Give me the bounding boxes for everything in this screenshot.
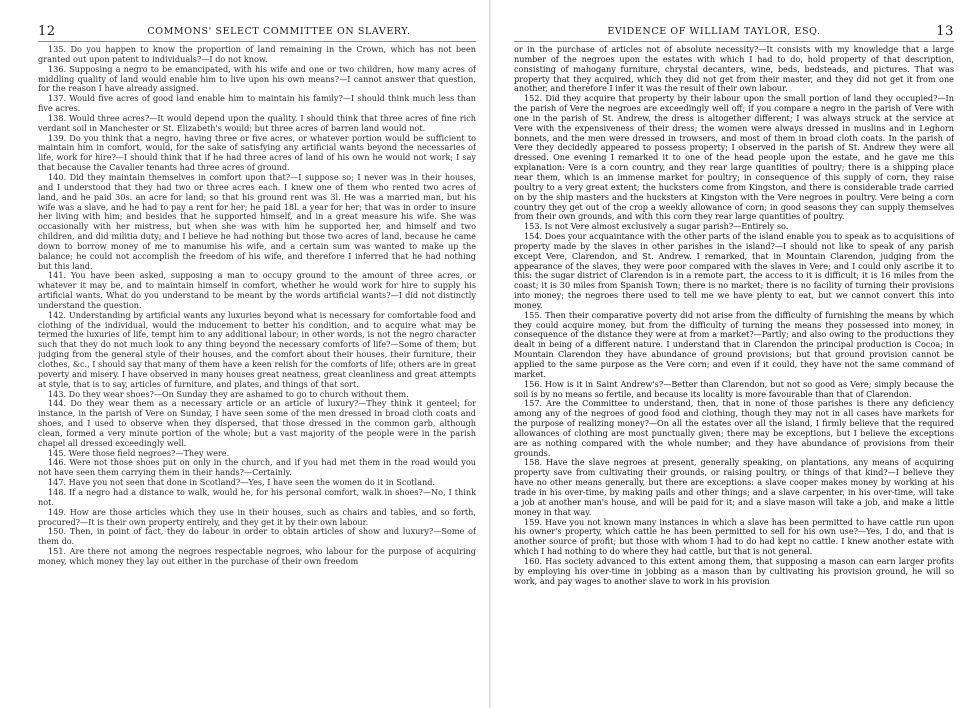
right-page-number: 13	[936, 24, 954, 39]
paragraph-142: 142. Understanding by artificial wants any luxuries beyond what is necessary for comfortable food and clothing of the individual, would the inducement to better his condition, and to acquire what may be termed the luxuries of life, tempt him to any additional labour; in other words, is not the negro character such that they do not much look to any thing beyond the necessary comforts of life?—Some of them; but judging from the general style of their houses, and the comfort about their houses, their furniture, their clothes, &c., I should say that many of them have a keen relish for the comforts of life; others are in great poverty and misery. I have observed in many houses great neatness, great cleanliness and great attempts at style, that is to say, articles of furniture, and plates, and things of that sort.	[38, 309, 476, 389]
left-head-rule	[38, 41, 476, 42]
paragraph-146: 146. Were not those shoes put on only in the church, and if you had met them in the road would you not have seen them carrying them in their hands?—Certainly.	[38, 457, 476, 478]
paragraph-151: 151. Are there not among the negroes respectable negroes, who labour for the purpose of acquiring money, which money they lay out either in the purchase of their own freedom	[38, 546, 476, 566]
paragraph-150: 150. Then, in point of fact, they do labour in order to obtain articles of show and luxury?—Some of them do.	[38, 526, 476, 547]
paragraph-139: 139. Do you think that a negro, having three or five acres, or whatever portion would be sufficient to maintain him in comfort, would, for the sake of satisfying any artificial wants beyond the necessaries of life, work for hire?—I should think that if he had three acres of land of his own he would not work; I say that because the Cavalier tenants had three acres of ground.	[38, 132, 476, 173]
paragraph-155: 155. Then their comparative poverty did not arise from the difficulty of furnishing the means by which they could acquire money, but from the difficulty of turning the means they possessed into money, in consequence of the distance they were at from a market?—Partly; and also owing to the productions they dealt in being of a different nature. I understand that in Clarendon the principal production is Cocoa; in Mountain Clarendon they have abundance of ground provisions; but that ground provision cannot be applied to the same purpose as the Vere corn; and even if it could, they have not the same command of market.	[514, 309, 954, 379]
paragraph-160: 160. Has society advanced to this extent among them, that supposing a mason can earn larger profits by employing his over-time in jobbing as a mason than by cultivating his provision ground, he will so work, and pay wages to another slave to work in his provision	[514, 555, 954, 586]
paragraph-149: 149. How are those articles which they use in their houses, such as chairs and tables, and so forth, procured?—It is their own property entirely, and they get it by their own labour.	[38, 506, 476, 527]
paragraph-159: 159. Have you not known many instances in which a slave has been permitted to have cattle run upon his owner's property, which cattle he has been permitted to sell for his own use?—Yes, I do, and that is another source of profit; but those with whom I had to do had kept no cattle. I knew another estate with which I had nothing to do where they had cattle, but that is not general.	[514, 516, 954, 557]
paragraph-156: 156. How is it in Saint Andrew's?—Better than Clarendon, but not so good as Vere; simply because the soil is by no means so fertile, and because its locality is more favourable than that of Clarendon.	[514, 378, 954, 399]
paragraph-151-continued: or in the purchase of articles not of absolute necessity?—It consists with my knowledge that a large number of the negroes upon the estates with which I had to do, hold property of that description, consisting of mahogany furniture, chrystal decanters, wine, beds, bedsteads, and pictures. That was property that they acquired, which they did not get from their master, and they did not get it from one another, and therefore I infer it was the result of their own labour.	[514, 45, 954, 94]
paragraph-138: 138. Would three acres?—It would depend upon the quality. I should think that three acres of fine rich verdant soil in Manchester or St. Elizabeth's would; but three acres of barren land would not.	[38, 112, 476, 133]
left-running-title: COMMONS' SELECT COMMITTEE ON SLAVERY.	[147, 26, 411, 37]
paragraph-136: 136. Supposing a negro to be emancipated, with his wife and one or two children, how many acres of middling quality of land would enable him to live upon his own means?—I cannot answer that question, for the reason I have already assigned.	[38, 63, 476, 94]
paragraph-144: 144. Do they wear them as a necessary article or an article of luxury?—They think it genteel; for instance, in the parish of Vere on Sunday, I have seen some of the men dressed in broad cloth coats and shoes, and I used to observe when they dispersed, that those dressed in the common garb, although clean, formed a very minute portion of the whole; but a vast majority of the people were in the parish chapel all dressed exceedingly well.	[38, 398, 476, 448]
paragraph-145: 145. Were those field negroes?—They were.	[48, 447, 230, 458]
right-running-head	[514, 24, 954, 40]
paragraph-135: 135. Do you happen to know the proportion of land remaining in the Crown, which has not been granted out upon patent to individuals?—I do not know.	[38, 45, 476, 64]
paragraph-148: 148. If a negro had a distance to walk, would he, for his personal comfort, walk in shoes?—No, I think not.	[38, 486, 476, 507]
paragraph-153: 153. Is not Vere almost exclusively a sugar parish?—Entirely so.	[524, 221, 789, 232]
left-page-number: 12	[38, 24, 56, 39]
paragraph-157: 157. Are the Committee to understand, then, that in none of those parishes is there any deficiency among any of the negroes of good food and clothing, though they may not in all cases have markets for the purpose of realizing money?—On all the estates over all the island, I firmly believe that the required allowances of clothing are most punctually given; there may be exceptions, but I believe the exceptions are as nothing compared with the whole number; and they have abundance of provisions from their grounds.	[514, 398, 954, 458]
paragraph-152: 152. Did they acquire that property by their labour upon the small portion of land they occupied?—In the parish of Vere the negroes are exceedingly well off; if you compare a negro in the parish of Vere with one in the parish of St. Andrew, the dress is altogether different; I was always struck at the service at Vere with the expensiveness of their dress; the women were always dressed in muslins and in Leghorn bonnets, and the men were dressed in trowsers, and most of them in broad cloth coats. In the parish of Vere they decidedly appeared to possess property; I observed in the parish of St. Andrew they were all dressed. One evening I remarked it to one of the head people upon the estate, and he gave me this explanation: Vere is a corn country, and they rear large quantities of poultry; there is a shipping place near them, which is an immense market for poultry; in consequence of this supply of corn, they raise poultry to a very great extent; the hucksters come from Kingston, and there is considerable trade carried on by the ship masters and the hucksters at Kingston with the Vere negroes in poultry. Vere being a corn country they get out of the crop a weekly allowance of corn; in good seasons they can supply themselves from their own grounds, and with this corn they rear large quantities of poultry.	[514, 93, 954, 222]
left-body-text	[38, 45, 476, 704]
left-running-head	[38, 24, 476, 40]
right-page	[490, 0, 980, 708]
paragraph-147: 147. Have you not seen that done in Scotland?—Yes, I have seen the women do it in Scotland.	[48, 477, 435, 488]
right-body-text	[514, 45, 954, 704]
right-running-title: EVIDENCE OF WILLIAM TAYLOR, ESQ.	[607, 26, 821, 37]
paragraph-143: 143. Do they wear shoes?—On Sunday they are ashamed to go to church without them.	[48, 388, 409, 399]
paragraph-140: 140. Did they maintain themselves in comfort upon that?—I suppose so; I never was in their houses, and I understood that they had two or three acres each. I knew one of them who rented two acres of land, and he paid 30s. an acre for land; so that his ground rent was 3l. He was a married man, but his wife was a slave, and he had to pay a rent for her; he paid 18l. a year for her; that was in order to insure her living with him; and besides that he supported himself, and in a great measure his wife. She was occasionally with her mistress, but when she was with him he supported her, and himself and two children, and did militia duty; and I believe he had nothing but those two acres of land, because he came down to borrow money of me to manumise his wife, and a certain sum was wanted to make up the balance; he could not accomplish the freedom of his wife, and therefore I inferred that he had nothing but this land.	[38, 171, 476, 271]
paragraph-141: 141. You have been asked, supposing a man to occupy ground to the amount of three acres, or whatever it may be, and to maintain himself in comfort, whether he would work for hire to supply his artificial wants. What do you understand to be meant by the words artificial wants?—I did not distinctly understand the question.	[38, 270, 476, 310]
paragraph-137: 137. Would five acres of good land enable him to maintain his family?—I should think much less than five acres.	[38, 93, 476, 114]
paragraph-158: 158. Have the slave negroes at present, generally speaking, on plantations, any means of acquiring property save from cultivating their grounds, or raising poultry, or things of that kind?—I believe they have no other means generally, but there are exceptions: a slave cooper makes money by working at his trade in his over-time, by making pails and other things; and a slave carpenter, in his over-time, will take a job at another man's house, and will be paid for it; and a slave mason will take a job, and make a little money in that way.	[514, 457, 954, 517]
paragraph-154: 154. Does your acquaintance with the other parts of the island enable you to speak as to acquisitions of property made by the slaves in other parishes in the island?—I should not like to speak of any parish except Vere, Clarendon, and St. Andrew. I remarked, that in Mountain Clarendon, judging from the appearance of the slaves, they were poor compared with the slaves in Vere; and I could only ascribe it to this: the sugar district of Clarendon is in a remote part, the access to it is difficult; it is 16 miles from the coast; it is 30 miles from Spanish Town; there is no market; there is no facility of turning their provisions into money; the negroes there used to tell me we have plenty to eat, but we cannot convert this into money.	[514, 231, 954, 310]
right-head-rule	[514, 41, 954, 42]
